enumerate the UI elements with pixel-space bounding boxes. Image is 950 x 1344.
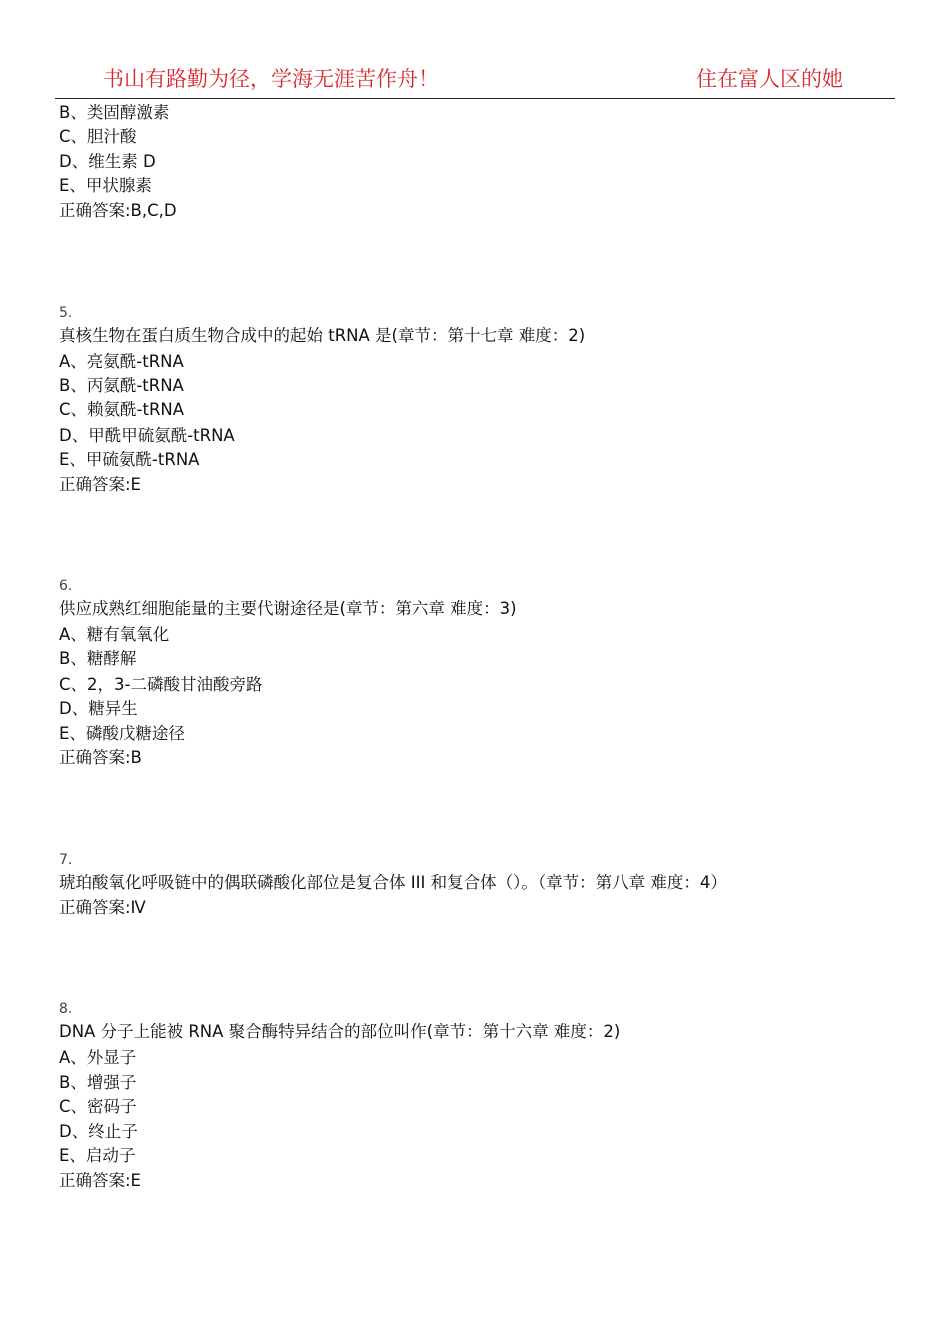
option-b: B、丙氨酰-tRNA (59, 376, 184, 395)
option-d: D、甲酰甲硫氨酰-tRNA (59, 426, 235, 445)
option-e: E、启动子 (59, 1146, 136, 1165)
option-e: E、磷酸戊糖途径 (59, 724, 185, 743)
option-c: C、2，3-二磷酸甘油酸旁路 (59, 675, 263, 694)
correct-answer: 正确答案:Ⅳ (59, 898, 146, 917)
correct-answer: 正确答案:B (59, 748, 142, 767)
option-c: C、密码子 (59, 1097, 137, 1116)
option-c: C、赖氨酰-tRNA (59, 400, 185, 419)
header-author: 住在富人区的她 (696, 67, 843, 91)
question-number: 6. (59, 578, 73, 594)
option-c: C、胆汁酸 (59, 127, 137, 146)
option-d: D、终止子 (59, 1122, 138, 1141)
correct-answer: 正确答案:B,C,D (59, 201, 177, 220)
question-stem: 真核生物在蛋白质生物合成中的起始 tRNA 是(章节：第十七章 难度：2) (59, 326, 586, 345)
question-number: 5. (59, 305, 73, 321)
option-a: A、糖有氧氧化 (59, 625, 170, 644)
option-a: A、外显子 (59, 1048, 137, 1067)
question-number: 8. (59, 1001, 73, 1017)
option-b: B、增强子 (59, 1073, 137, 1092)
option-e: E、甲状腺素 (59, 176, 152, 195)
correct-answer: 正确答案:E (59, 1171, 141, 1190)
option-a: A、亮氨酰-tRNA (59, 352, 184, 371)
option-b: B、类固醇激素 (59, 103, 170, 122)
option-d: D、维生素 D (59, 152, 156, 171)
question-stem: 供应成熟红细胞能量的主要代谢途径是(章节：第六章 难度：3) (59, 599, 517, 618)
option-b: B、糖酵解 (59, 649, 137, 668)
option-e: E、甲硫氨酰-tRNA (59, 450, 200, 469)
question-stem: DNA 分子上能被 RNA 聚合酶特异结合的部位叫作(章节：第十六章 难度：2) (59, 1022, 621, 1041)
question-number: 7. (59, 852, 73, 868)
question-stem: 琥珀酸氧化呼吸链中的偶联磷酸化部位是复合体 III 和复合体（）。（章节：第八章 难度：4） (59, 873, 727, 892)
header-divider (55, 98, 895, 99)
option-d: D、糖异生 (59, 699, 138, 718)
correct-answer: 正确答案:E (59, 475, 141, 494)
header-motto: 书山有路勤为径，学海无涯苦作舟！ (103, 67, 439, 91)
